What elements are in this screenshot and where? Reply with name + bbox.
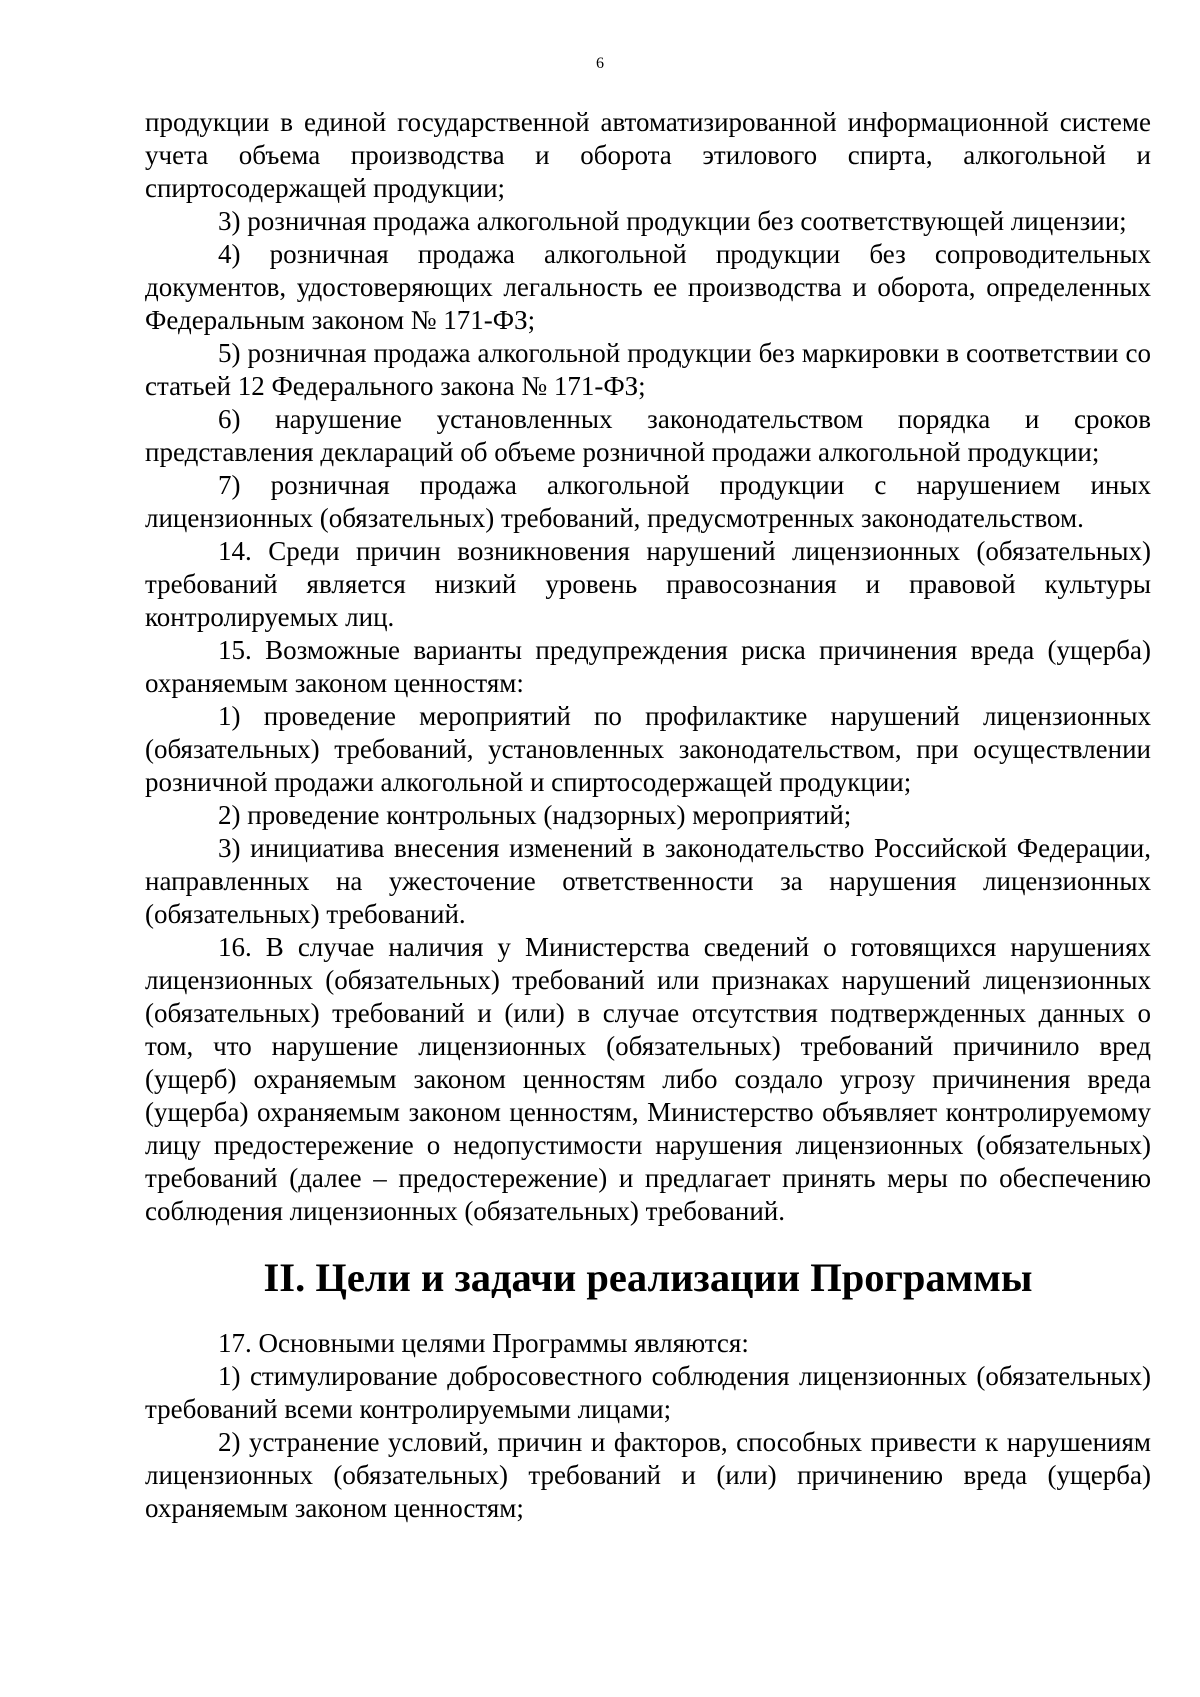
paragraph-17: 17. Основными целями Программы являются:	[218, 1328, 749, 1358]
list-item-7: 7) розничная продажа алкогольной продукции с нарушением иных лицензионных (обязательных) требований, предусмотренных законодательством.	[145, 470, 1151, 533]
page-number: 6	[596, 55, 604, 72]
list-item-17-1: 1) стимулирование добросовестного соблюдения лицензионных (обязательных) требований всеми контролируемыми лицами;	[145, 1361, 1151, 1424]
paragraph-continuation: продукции в единой государственной автоматизированной информационной системе учета объема производства и оборота этилового спирта, алкогольной и спиртосодержащей продукции;	[145, 107, 1151, 203]
list-item-15-3: 3) инициатива внесения изменений в законодательство Российской Федерации, направленных на ужесточение ответственности за нарушения лицензионных (обязательных) требований.	[145, 833, 1151, 929]
document-body	[145, 106, 1151, 1525]
paragraph-15: 15. Возможные варианты предупреждения риска причинения вреда (ущерба) охраняемым законом ценностям:	[145, 635, 1151, 698]
list-item-17-2: 2) устранение условий, причин и факторов, способных привести к нарушениям лицензионных (обязательных) требований и (или) причинению вреда (ущерба) охраняемым законом ценностям;	[145, 1427, 1151, 1523]
list-item-6: 6) нарушение установленных законодательством порядка и сроков представления деклараций об объеме розничной продажи алкогольной продукции;	[145, 404, 1151, 467]
paragraph-16: 16. В случае наличия у Министерства сведений о готовящихся нарушениях лицензионных (обязательных) требований или признаках нарушений лицензионных (обязательных) требований и (или) в случае отсутствия подтвержденных данных о том, что нарушение лицензионных (обязательных) требований причинило вред (ущерб) охраняемым законом ценностям либо создало угрозу причинения вреда (ущерба) охраняемым законом ценностям, Министерство объявляет контролируемому лицу предостережение о недопустимости нарушения лицензионных (обязательных) требований (далее – предостережение) и предлагает принять меры по обеспечению соблюдения лицензионных (обязательных) требований.	[145, 932, 1151, 1226]
list-item-15-1: 1) проведение мероприятий по профилактике нарушений лицензионных (обязательных) требований, установленных законодательством, при осуществлении розничной продажи алкогольной и спиртосодержащей продукции;	[145, 701, 1151, 797]
paragraph-14: 14. Среди причин возникновения нарушений лицензионных (обязательных) требований является низкий уровень правосознания и правовой культуры контролируемых лиц.	[145, 536, 1151, 632]
list-item-5: 5) розничная продажа алкогольной продукции без маркировки в соответствии со статьей 12 Федерального закона № 171-ФЗ;	[145, 338, 1151, 401]
list-item-3: 3) розничная продажа алкогольной продукции без соответствующей лицензии;	[218, 206, 1127, 236]
list-item-15-2: 2) проведение контрольных (надзорных) мероприятий;	[218, 800, 852, 830]
list-item-4: 4) розничная продажа алкогольной продукции без сопроводительных документов, удостоверяющих легальность ее производства и оборота, определенных Федеральным законом № 171-ФЗ;	[145, 239, 1151, 335]
section-heading: II. Цели и задачи реализации Программы	[263, 1255, 1033, 1300]
